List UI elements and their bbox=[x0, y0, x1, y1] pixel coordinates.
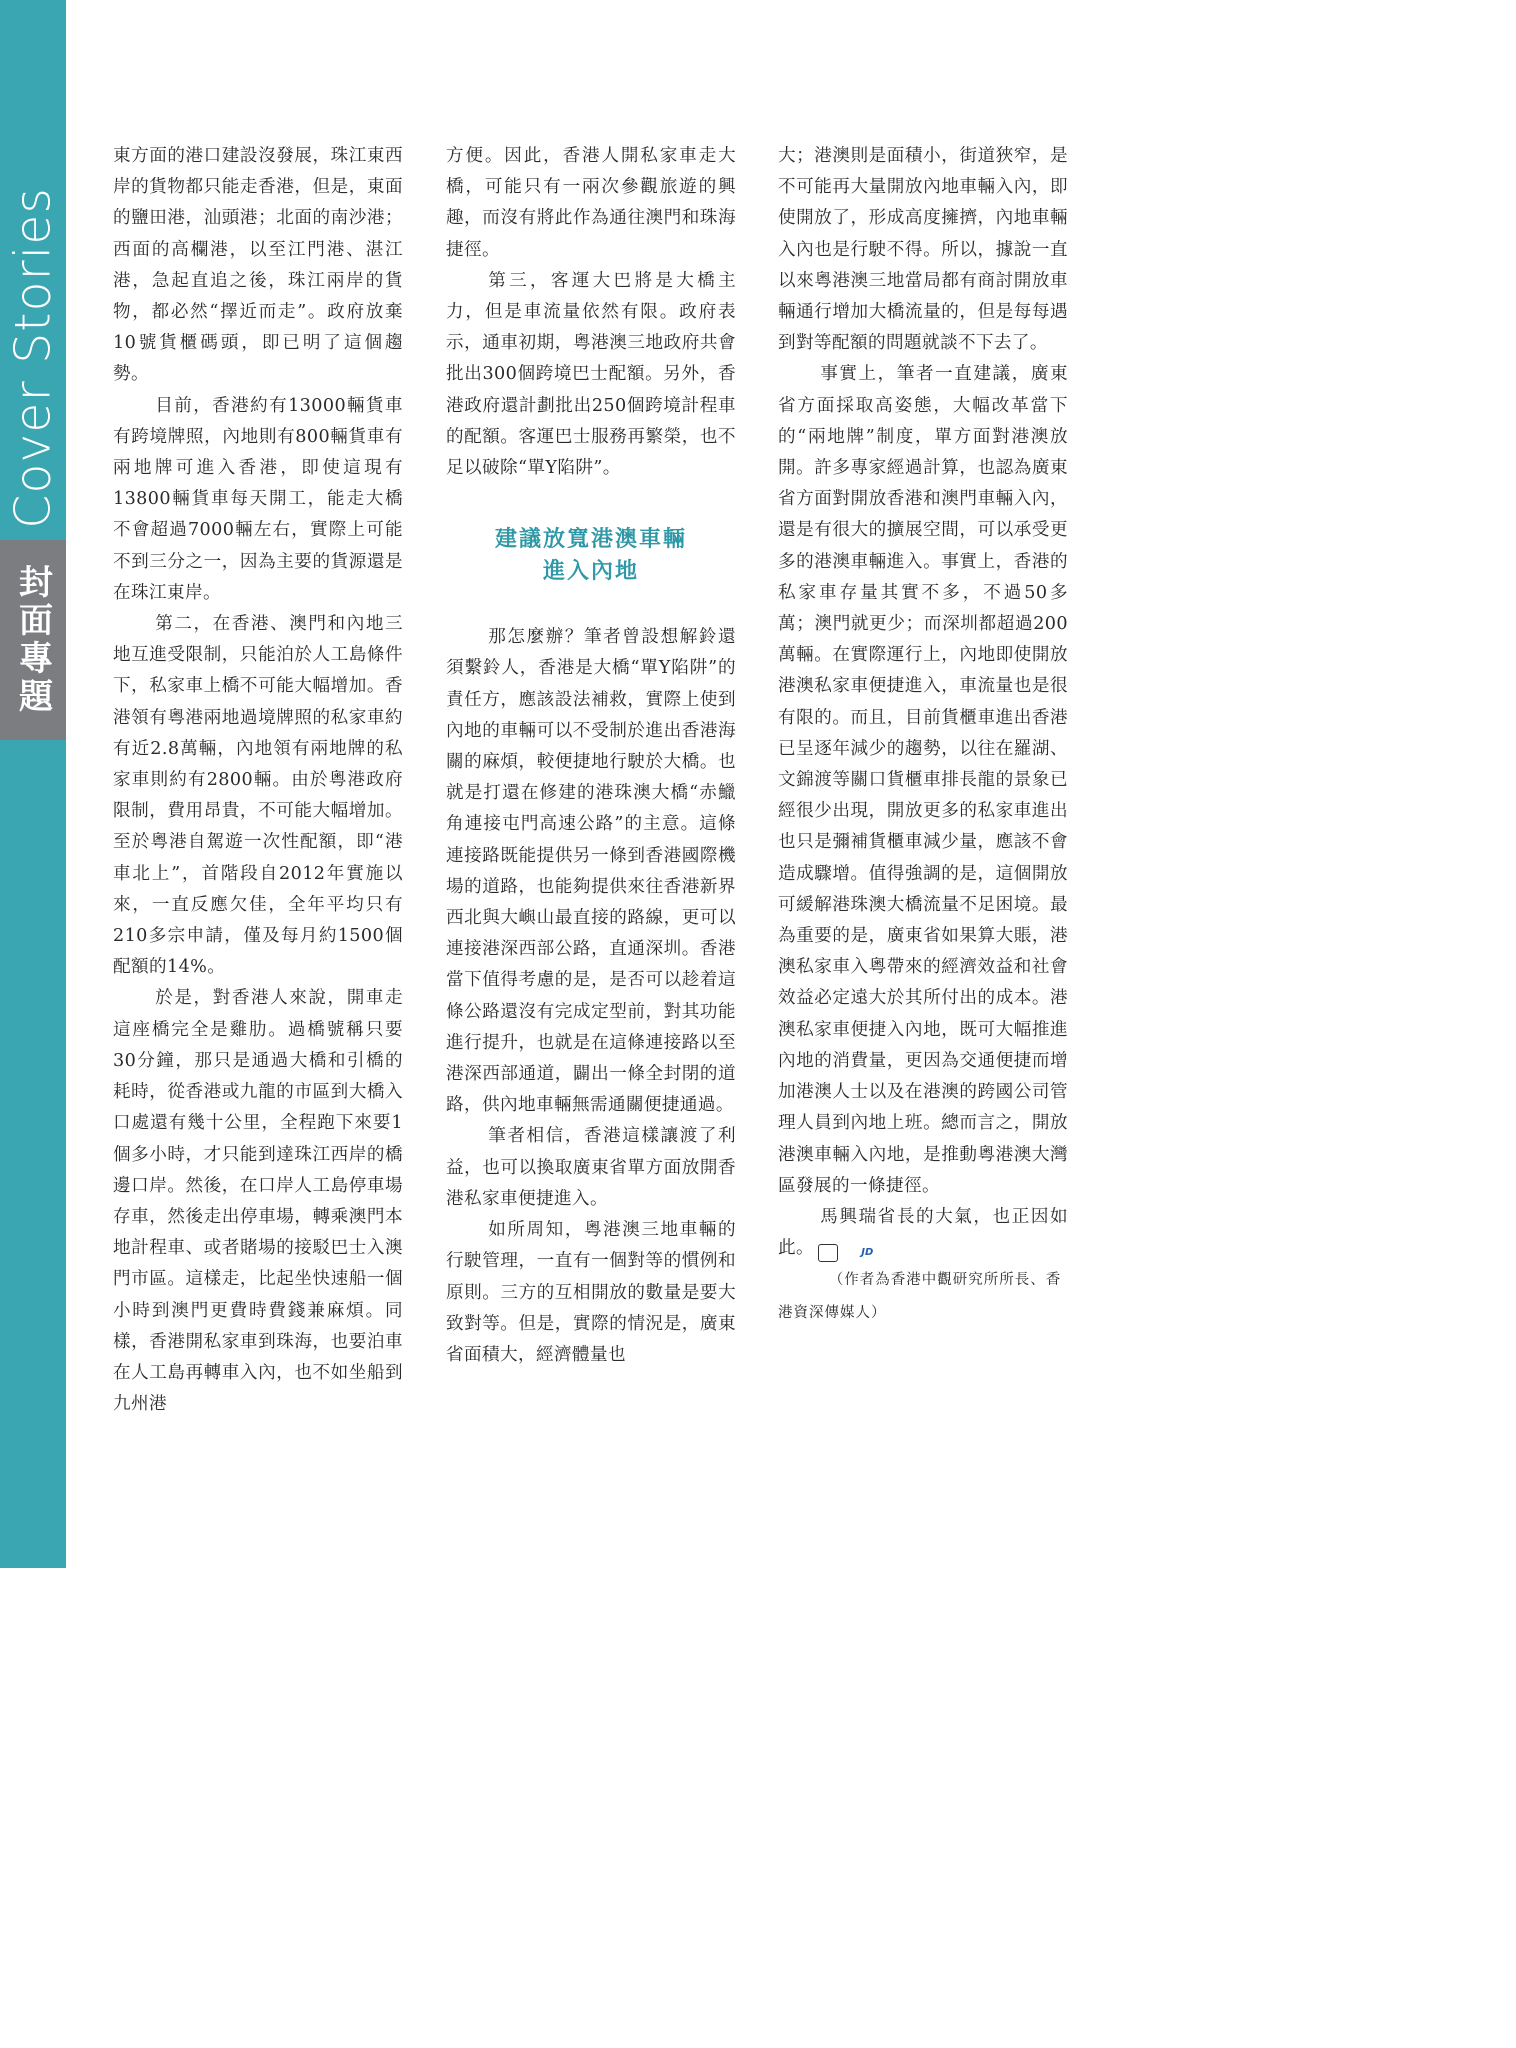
article-column-1 bbox=[113, 141, 403, 1420]
paragraph: 如所周知，粵港澳三地車輛的行駛管理，一直有一個對等的慣例和原則。三方的互相開放的數量是要大致對等。但是，實際的情況是，廣東省面積大，經濟體量也 bbox=[446, 1220, 736, 1365]
section-title-chinese: 封面專題 bbox=[12, 564, 53, 716]
paragraph: 第二，在香港、澳門和內地三地互進受限制，只能泊於人工島條件下，私家車上橋不可能大幅增加。香港領有粵港兩地過境牌照的私家車約有近2.8萬輛，內地領有兩地牌的私家車則約有2800輛。由於粵港政府限制，費用昂貴，不可能大幅增加。至於粵港自駕遊一次性配額，即“港車北上”，首階段自2012年實施以來，一直反應欠佳，全年平均只有210多宗申請，僅及每月約1500個配額的14%。 bbox=[113, 614, 403, 978]
paragraph bbox=[778, 1202, 1068, 1264]
section-sidebar bbox=[0, 0, 66, 1568]
paragraph: 大；港澳則是面積小，街道狹窄，是不可能再大量開放內地車輛入內，即使開放了，形成高度擁擠，內地車輛入內也是行駛不得。所以，據說一直以來粵港澳三地當局都有商討開放車輛通行增加大橋流量的，但是每每遇到對等配額的問題就談不下去了。 bbox=[778, 146, 1068, 354]
paragraph: 目前，香港約有13000輛貨車有跨境牌照，內地則有800輛貨車有兩地牌可進入香港，即使這現有13800輛貨車每天開工，能走大橋不會超過7000輛左右，實際上可能不到三分之一，因為主要的貨源還是在珠江東岸。 bbox=[113, 395, 403, 603]
section-title-english: Cover Stories bbox=[4, 187, 62, 529]
heading-line-2: 進入內地 bbox=[542, 559, 639, 585]
heading-line-1: 建議放寬港澳車輛 bbox=[494, 527, 687, 553]
paragraph: 筆者相信，香港這樣讓渡了利益，也可以換取廣東省單方面放開香港私家車便捷進入。 bbox=[446, 1126, 736, 1209]
closing-text: 馬興瑞省長的大氣，也正因如此。 bbox=[778, 1206, 1068, 1259]
paragraph: 於是，對香港人來說，開車走這座橋完全是雞肋。過橋號稱只要30分鐘，那只是通過大橋和引橋的耗時，從香港或九龍的市區到大橋入口處還有幾十公里，全程跑下來要1個多小時，才只能到達珠江西岸的橋邊口岸。然後，在口岸人工島停車場存車，然後走出停車場，轉乘澳門本地計程車、或者賭場的接駁巴士入澳門市區。這樣走，比起坐快速船一個小時到澳門更費時費錢兼麻煩。同樣，香港開私家車到珠海，也要泊車在人工島再轉車入內，也不如坐船到九州港 bbox=[113, 988, 403, 1415]
jd-end-logo-icon: JD bbox=[818, 1244, 838, 1262]
paragraph: 事實上，筆者一直建議，廣東省方面採取高姿態，大幅改革當下的“兩地牌”制度，單方面對港澳放開。許多專家經過計算，也認為廣東省方面對開放香港和澳門車輛入內，還是有很大的擴展空間，可以承受更多的港澳車輛進入。事實上，香港的私家車存量其實不多，不過50多萬；澳門就更少；而深圳都超過200萬輛。在實際運行上，內地即使開放港澳私家車便捷進入，車流量也是很有限的。而且，目前貨櫃車進出香港已呈逐年減少的趨勢，以往在羅湖、文錦渡等關口貨櫃車排長龍的景象已經很少出現，開放更多的私家車進出也只是彌補貨櫃車減少量，應該不會造成驟增。值得強調的是，這個開放可緩解港珠澳大橋流量不足困境。最為重要的是，廣東省如果算大賬，港澳私家車入粵帶來的經濟效益和社會效益必定遠大於其所付出的成本。港澳私家車便捷入內地，既可大幅推進內地的消費量，更因為交通便捷而增加港澳人士以及在港澳的跨國公司管理人員到內地上班。總而言之，開放港澳車輛入內地，是推動粵港澳大灣區發展的一條捷徑。 bbox=[778, 364, 1068, 1196]
author-note: （作者為香港中觀研究所所長、香港資深傳媒人） bbox=[778, 1272, 1062, 1322]
section-tab bbox=[0, 540, 66, 740]
paragraph: 東方面的港口建設沒發展，珠江東西岸的貨物都只能走香港，但是，東面的鹽田港，汕頭港；北面的南沙港；西面的高欄港，以至江門港、湛江港，急起直追之後，珠江兩岸的貨物，都必然“擇近而走”。政府放棄10號貨櫃碼頭，即已明了這個趨勢。 bbox=[113, 146, 403, 385]
article-column-3 bbox=[778, 141, 1068, 1330]
paragraph: 第三，客運大巴將是大橋主力，但是車流量依然有限。政府表示，通車初期，粵港澳三地政府共會批出300個跨境巴士配額。另外，香港政府還計劃批出250個跨境計程車的配額。客運巴士服務再繁榮，也不足以破除“單Y陷阱”。 bbox=[446, 270, 736, 479]
paragraph: 那怎麼辦？筆者曾設想解鈴還須繫鈴人，香港是大橋“單Y陷阱”的責任方，應該設法補救，實際上使到內地的車輛可以不受制於進出香港海關的麻煩，較便捷地行駛於大橋。也就是打還在修建的港珠澳大橋“赤鱲角連接屯門高速公路”的主意。這條連接路既能提供另一條到香港國際機場的道路，也能夠提供來往香港新界西北與大嶼山最直接的路線，更可以連接港深西部公路，直通深圳。香港當下值得考慮的是，是否可以趁着這條公路還沒有完成定型前，對其功能進行提升，也就是在這條連接路以至港深西部通道，闢出一條全封閉的道路，供內地車輛無需通關便捷通過。 bbox=[446, 627, 736, 1116]
paragraph: 方便。因此，香港人開私家車走大橋，可能只有一兩次參觀旅遊的興趣，而沒有將此作為通往澳門和珠海捷徑。 bbox=[446, 146, 736, 260]
article-column-2 bbox=[446, 141, 736, 1371]
section-heading bbox=[446, 524, 736, 588]
